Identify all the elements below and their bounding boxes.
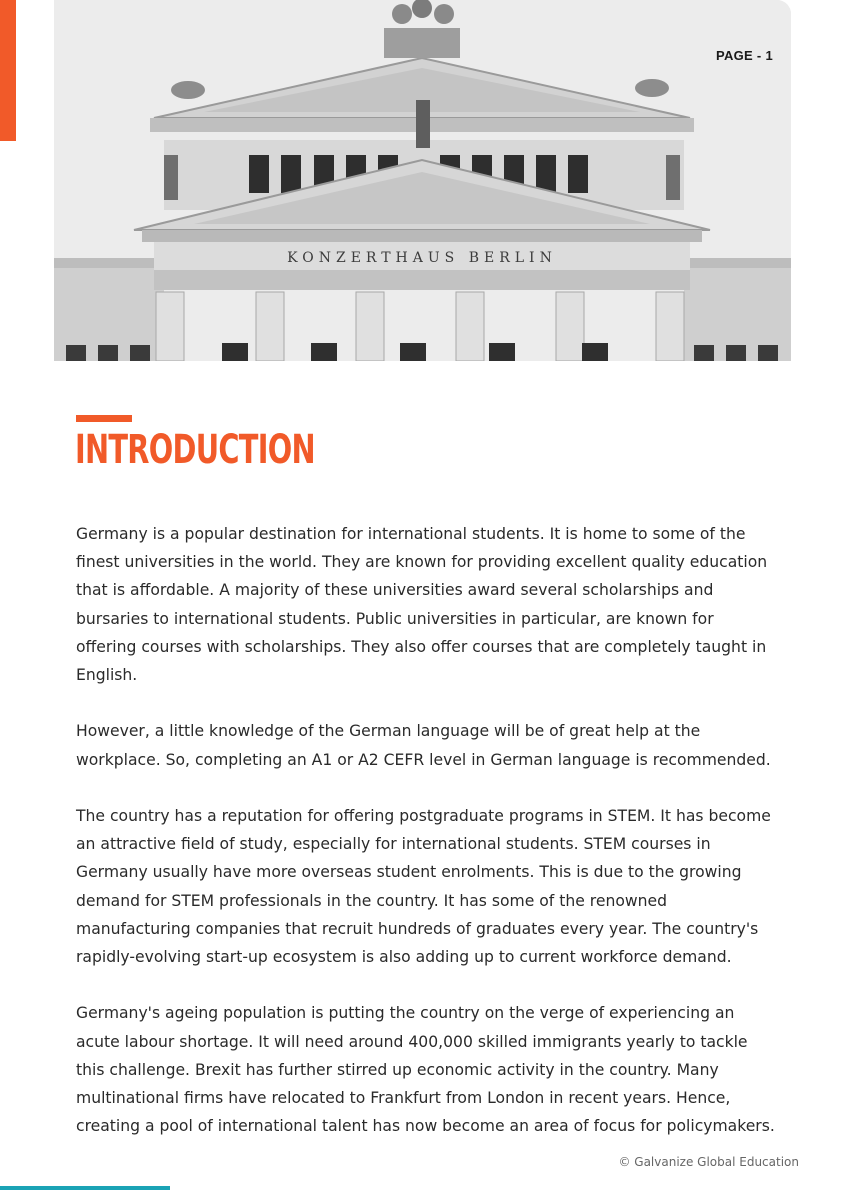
page-title: INTRODUCTION bbox=[75, 427, 315, 473]
paragraph: The country has a reputation for offering postgraduate programs in STEM. It has become an attractive field of study, especially for international students. STEM courses in Germany usually have more overseas student enrolments. This is due to the growing demand for STEM professionals in the country. It has some of the renowned manufacturing companies that recruit hundreds of graduates every year. The country's rapidly-evolving start-up ecosystem is also adding up to current workforce demand. bbox=[76, 807, 771, 967]
paragraph: However, a little knowledge of the German language will be of great help at the workplace. So, completing an A1 or A2 CEFR level in German language is recommended. bbox=[76, 722, 771, 769]
hero-image bbox=[54, 0, 791, 361]
paragraph: Germany is a popular destination for international students. It is home to some of the finest universities in the world. They are known for providing excellent quality education that is affordable. A majority of these universities award several scholarships and bursaries to international students. Public universities in particular, are known for offering courses with scholarships. They also offer courses that are completely taught in English. bbox=[76, 525, 768, 685]
body-text bbox=[76, 520, 776, 1169]
building-photo-icon bbox=[54, 0, 791, 361]
heading-accent-rule bbox=[76, 415, 132, 422]
bottom-accent-bar bbox=[0, 1186, 170, 1190]
facade-inscription: KONZERTHAUS BERLIN bbox=[287, 250, 557, 266]
page-number: PAGE - 1 bbox=[715, 48, 773, 63]
footer-credit: © Galvanize Global Education bbox=[618, 1155, 799, 1169]
left-accent-bar bbox=[0, 0, 16, 141]
paragraph: Germany's ageing population is putting the country on the verge of experiencing an acute labour shortage. It will need around 400,000 skilled immigrants yearly to tackle this challenge. Brexit has further stirred up economic activity in the country. Many multinational firms have relocated to Frankfurt from London in recent years. Hence, creating a pool of international talent has now become an area of focus for policymakers. bbox=[76, 1004, 775, 1136]
